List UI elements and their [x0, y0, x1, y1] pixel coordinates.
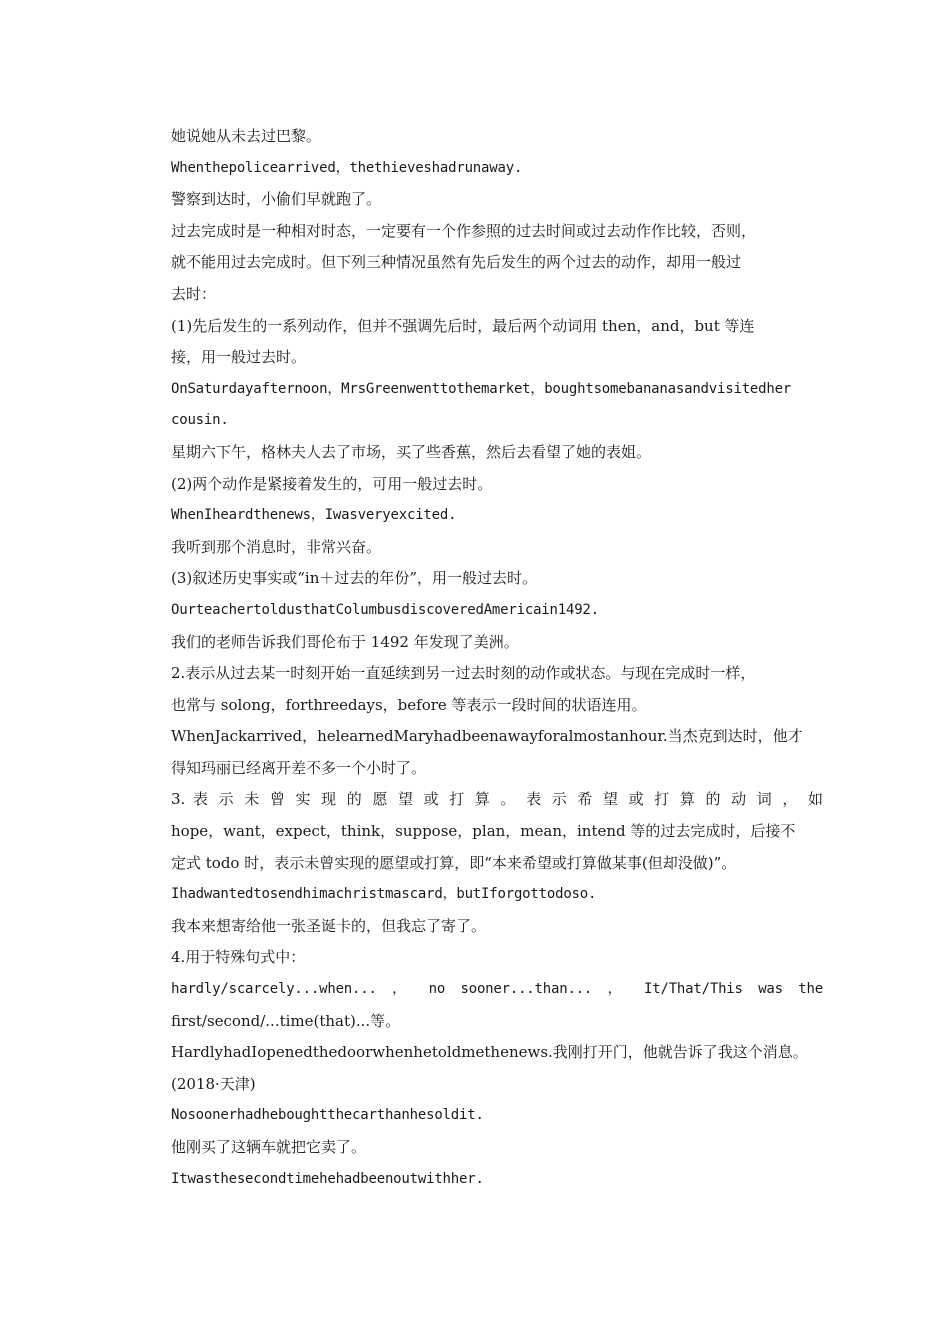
- example-sentence: Nosoonerhadheboughtthecarthanhesoldit.: [171, 1107, 484, 1124]
- translation-line: 我们的老师告诉我们哥伦布于 1492 年发现了美洲。: [171, 632, 519, 651]
- example-sentence: Whenthepolicearrived，thethieveshadrunaway.: [171, 159, 523, 176]
- rule-item-2: (2)两个动作是紧接着发生的，可用一般过去时。: [171, 474, 493, 493]
- translation-line: 他刚买了这辆车就把它卖了。: [171, 1138, 367, 1156]
- example-sentence: Itwasthesecondtimehehadbeenoutwithher.: [171, 1170, 484, 1187]
- document-body: [171, 121, 823, 1195]
- translation-line: 我听到那个消息时，非常兴奋。: [171, 537, 382, 556]
- rule-item-3: (3)叙述历史事实或“in＋过去的年份”，用一般过去时。: [171, 569, 538, 588]
- section-4-heading: 4.用于特殊句式中：: [171, 948, 306, 967]
- pattern-line-cont: first/second/...time(that)...等。: [171, 1011, 401, 1030]
- paragraph-line: 过去完成时是一种相对时态，一定要有一个作参照的过去时间或过去动作作比较，否则，: [171, 221, 757, 240]
- paragraph-line: 去时：: [171, 284, 217, 303]
- example-sentence: Ihadwantedtosendhimachristmascard，butIforgottodoso.: [171, 886, 597, 903]
- example-sentence: OurteachertoldusthatColumbusdiscoveredAmericain1492.: [171, 601, 599, 618]
- example-sentence: OnSaturdayafternoon，MrsGreenwenttothemarket，boughtsomebananasandvisitedher: [171, 380, 792, 397]
- translation-line: 得知玛丽已经离开差不多一个小时了。: [171, 758, 427, 777]
- rule-item-1: (1)先后发生的一系列动作，但并不强调先后时，最后两个动词用 then，and，but 等连: [171, 316, 755, 335]
- translation-line: 我本来想寄给他一张圣诞卡的，但我忘了寄了。: [171, 916, 487, 935]
- example-sentence-cont: cousin.: [171, 412, 229, 429]
- section-3-cont: 定式 todo 时，表示未曾实现的愿望或打算，即“本来希望或打算做某事(但却没做)”。: [171, 853, 737, 872]
- section-3-cont: hope，want，expect，think，suppose，plan，mean，intend 等的过去完成时，后接不: [171, 822, 796, 841]
- source-citation: (2018·天津): [171, 1074, 256, 1093]
- text-line: 她说她从未去过巴黎。: [171, 127, 322, 145]
- example-sentence: WhenIheardthenews，Iwasveryexcited.: [171, 507, 457, 524]
- pattern-line: hardly/scarcely...when... ， no sooner...than... ， It/That/This was the: [171, 981, 823, 998]
- paragraph-line: 就不能用过去完成时。但下列三种情况虽然有先后发生的两个过去的动作，却用一般过: [171, 253, 742, 272]
- section-2-cont: 也常与 solong，forthreedays，before 等表示一段时间的状语连用。: [171, 695, 647, 714]
- section-3-heading: 3. 表 示 未 曾 实 现 的 愿 望 或 打 算 。 表 示 希 望 或 打 算 的 动 词 ， 如: [171, 790, 823, 809]
- example-sentence: WhenJackarrived，helearnedMaryhadbeenawayforalmostanhour.当杰克到达时，他才: [171, 727, 803, 746]
- translation-line: 警察到达时，小偷们早就跑了。: [171, 190, 382, 209]
- example-sentence: HardlyhadIopenedthedoorwhenhetoldmethenews.我刚打开门，他就告诉了我这个消息。: [171, 1043, 808, 1062]
- section-2-heading: 2.表示从过去某一时刻开始一直延续到另一过去时刻的动作或状态。与现在完成时一样，: [171, 664, 756, 683]
- rule-item-1-cont: 接，用一般过去时。: [171, 348, 307, 367]
- translation-line: 星期六下午，格林夫人去了市场，买了些香蕉，然后去看望了她的表姐。: [171, 442, 652, 461]
